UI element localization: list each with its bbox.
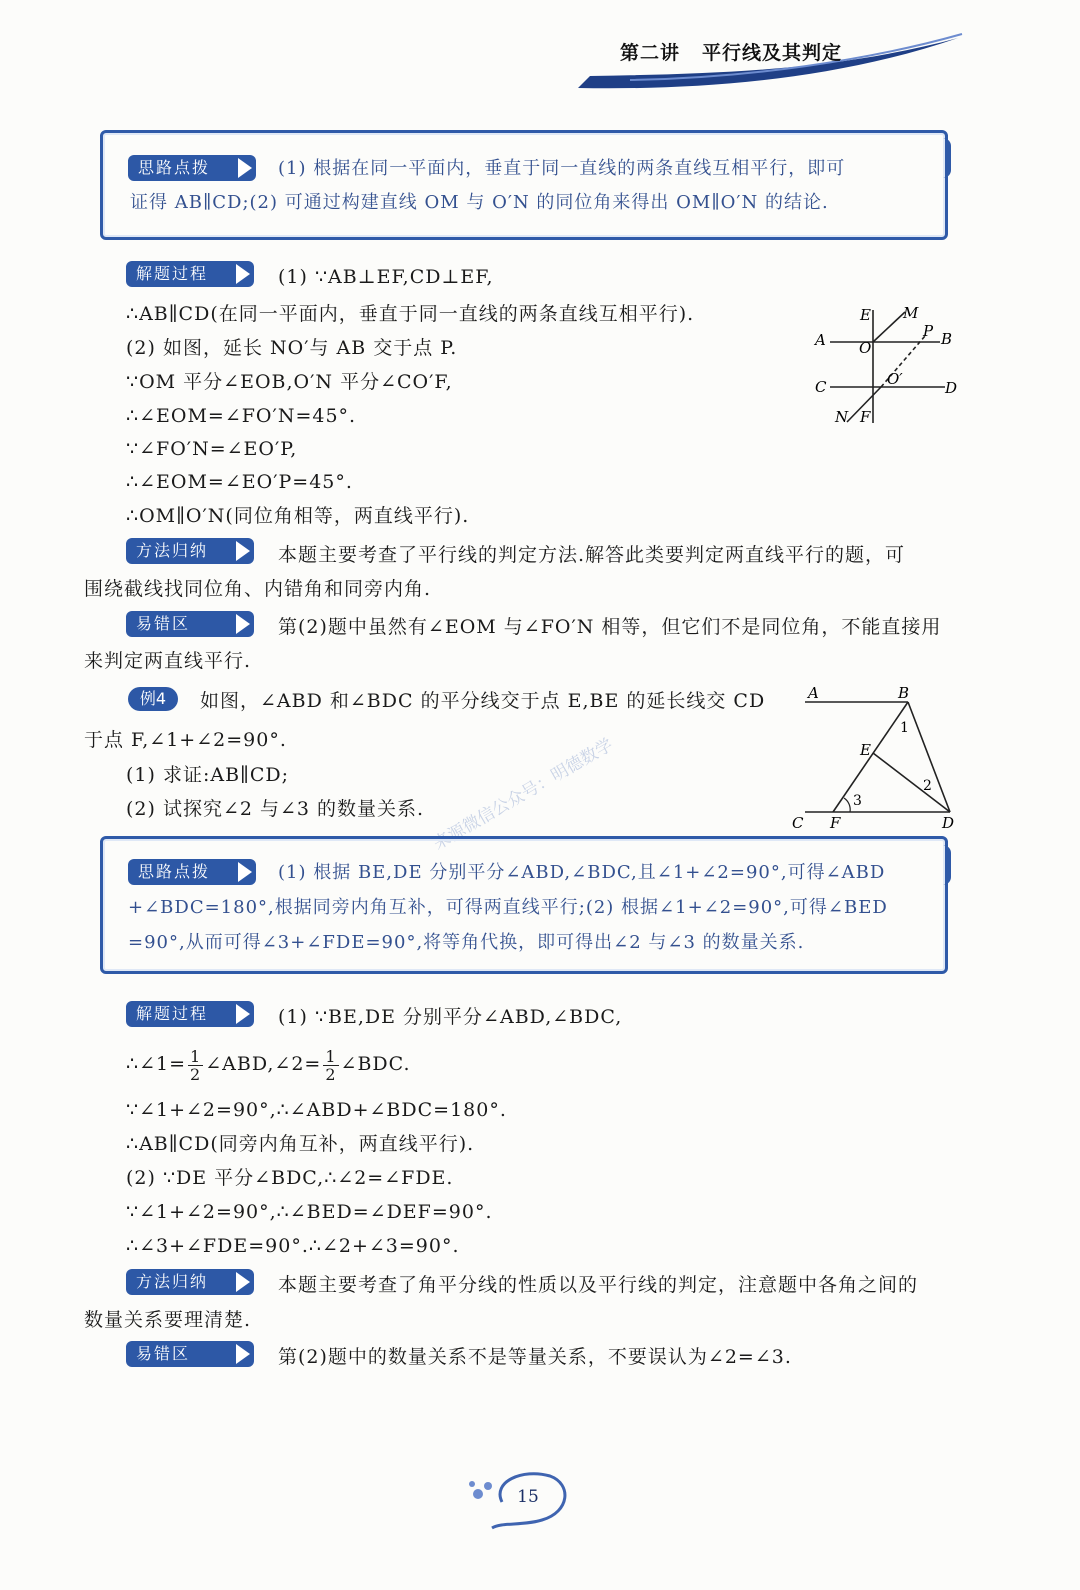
- fig1-label-E: E: [860, 306, 871, 324]
- mistake1-line1: 第(2)题中虽然有∠EOM 与∠FO′N 相等，但它们不是同位角，不能直接用: [278, 616, 942, 638]
- example4-line1: 如图，∠ABD 和∠BDC 的平分线交于点 E,BE 的延长线交 CD: [200, 690, 766, 712]
- tip2-line3: =90°,从而可得∠3+∠FDE=90°,将等角代换，即可得出∠2 与∠3 的数量关系.: [128, 932, 805, 953]
- mistake-tag: 易错区: [126, 1341, 254, 1367]
- fig2-label-B: B: [898, 685, 910, 702]
- sol1-line: ∵∠FO′N=∠EO′P,: [126, 438, 298, 460]
- example4-question-1: (1) 求证:AB∥CD;: [126, 764, 289, 786]
- method1-line2: 围绕截线找同位角、内错角和同旁内角.: [84, 578, 432, 600]
- tip-box-hook: [934, 845, 951, 885]
- process-tag: 解题过程: [126, 1001, 254, 1027]
- sol1-line: ∴∠EOM=∠EO′P=45°.: [126, 471, 353, 493]
- figure-1-parallel-lines: [805, 298, 970, 433]
- tip1-line1: (1) 根据在同一平面内，垂直于同一直线的两条直线互相平行，即可: [278, 158, 846, 179]
- fig2-label-C: C: [792, 814, 804, 832]
- fig1-label-C: C: [815, 378, 827, 396]
- fig1-label-O2: O′: [887, 370, 903, 388]
- mistake2-line1: 第(2)题中的数量关系不是等量关系，不要误认为∠2=∠3.: [278, 1346, 792, 1368]
- sol1-line: (1) ∵AB⊥EF,CD⊥EF,: [278, 266, 494, 288]
- idea-tag: 思路点拨: [128, 859, 256, 885]
- fig1-label-F: F: [860, 408, 871, 426]
- fig2-label-F: F: [830, 814, 841, 832]
- header-title: [620, 38, 864, 65]
- fraction-half: $\frac{1}{2}$: [190, 1046, 202, 1084]
- page-number: 15: [517, 1487, 539, 1507]
- idea-tag: 思路点拨: [128, 155, 256, 181]
- fig1-label-P: P: [923, 322, 934, 340]
- fig2-label-A: A: [808, 685, 819, 702]
- sol2-line7: ∴∠3+∠FDE=90°.∴∠2+∠3=90°.: [126, 1235, 460, 1257]
- sol1-line: ∴AB∥CD(在同一平面内，垂直于同一直线的两条直线互相平行).: [126, 303, 695, 325]
- example4-question-2: (2) 试探究∠2 与∠3 的数量关系.: [126, 798, 425, 820]
- tip1-line2: 证得 AB∥CD;(2) 可通过构建直线 OM 与 O′N 的同位角来得出 OM∥O′N 的结论.: [130, 192, 829, 213]
- header-topic: 平行线及其判定: [702, 42, 843, 64]
- method2-line2: 数量关系要理清楚.: [84, 1309, 252, 1331]
- sol2-line3: ∵∠1+∠2=90°,∴∠ABD+∠BDC=180°.: [126, 1099, 507, 1121]
- sol2-line2: ∴∠1= $\frac{1}{2}$ ∠ABD,∠2= $\frac{1}{2}$ ∠BDC.: [126, 1046, 411, 1084]
- mistake1-line2: 来判定两直线平行.: [84, 650, 252, 672]
- tip2-line2: +∠BDC=180°,根据同旁内角互补，可得两直线平行;(2) 根据∠1+∠2=90°,可得∠BED: [128, 897, 888, 918]
- method-tag: 方法归纳: [126, 1269, 254, 1295]
- fig1-label-N: N: [835, 408, 849, 426]
- fig1-label-D: D: [945, 379, 958, 397]
- fig2-label-2: 2: [923, 778, 932, 794]
- fig2-label-1: 1: [900, 720, 909, 736]
- sol2-line4: ∴AB∥CD(同旁内角互补，两直线平行).: [126, 1133, 475, 1155]
- fig2-label-3: 3: [853, 793, 862, 809]
- sol1-line: ∴OM∥O′N(同位角相等，两直线平行).: [126, 505, 470, 527]
- example4-line2: 于点 F,∠1+∠2=90°.: [84, 729, 287, 751]
- method1-line1: 本题主要考查了平行线的判定方法.解答此类要判定两直线平行的题，可: [278, 544, 906, 566]
- method2-line1: 本题主要考查了角平分线的性质以及平行线的判定，注意题中各角之间的: [278, 1274, 919, 1296]
- tip-box-hook: [934, 138, 951, 178]
- tip2-line1: (1) 根据 BE,DE 分别平分∠ABD,∠BDC,且∠1+∠2=90°,可得∠ABD: [278, 862, 886, 883]
- header-lecture: 第二讲: [620, 42, 681, 64]
- example-badge: 例4: [128, 687, 178, 711]
- fig1-label-M: M: [903, 304, 919, 322]
- fig2-label-E: E: [860, 741, 871, 759]
- mistake-tag: 易错区: [126, 611, 254, 637]
- sol2-line6: ∵∠1+∠2=90°,∴∠BED=∠DEF=90°.: [126, 1201, 493, 1223]
- method-tag: 方法归纳: [126, 538, 254, 564]
- process-tag: 解题过程: [126, 261, 254, 287]
- sol2-line1: (1) ∵BE,DE 分别平分∠ABD,∠BDC,: [278, 1006, 623, 1028]
- fig2-label-D: D: [942, 814, 955, 832]
- sol1-line: (2) 如图，延长 NO′与 AB 交于点 P.: [126, 337, 458, 359]
- sol1-line: ∴∠EOM=∠FO′N=45°.: [126, 405, 357, 427]
- fig1-label-O: O: [859, 339, 872, 357]
- watermark: 来源微信公众号：明德数学: [429, 735, 617, 855]
- fig1-label-B: B: [941, 330, 953, 348]
- sol2-line5: (2) ∵DE 平分∠BDC,∴∠2=∠FDE.: [126, 1167, 454, 1189]
- fraction-half: $\frac{1}{2}$: [325, 1046, 337, 1084]
- sol1-line: ∵OM 平分∠EOB,O′N 平分∠CO′F,: [126, 371, 453, 393]
- fig1-label-A: A: [815, 331, 826, 349]
- figure-2-triangle: [790, 685, 965, 833]
